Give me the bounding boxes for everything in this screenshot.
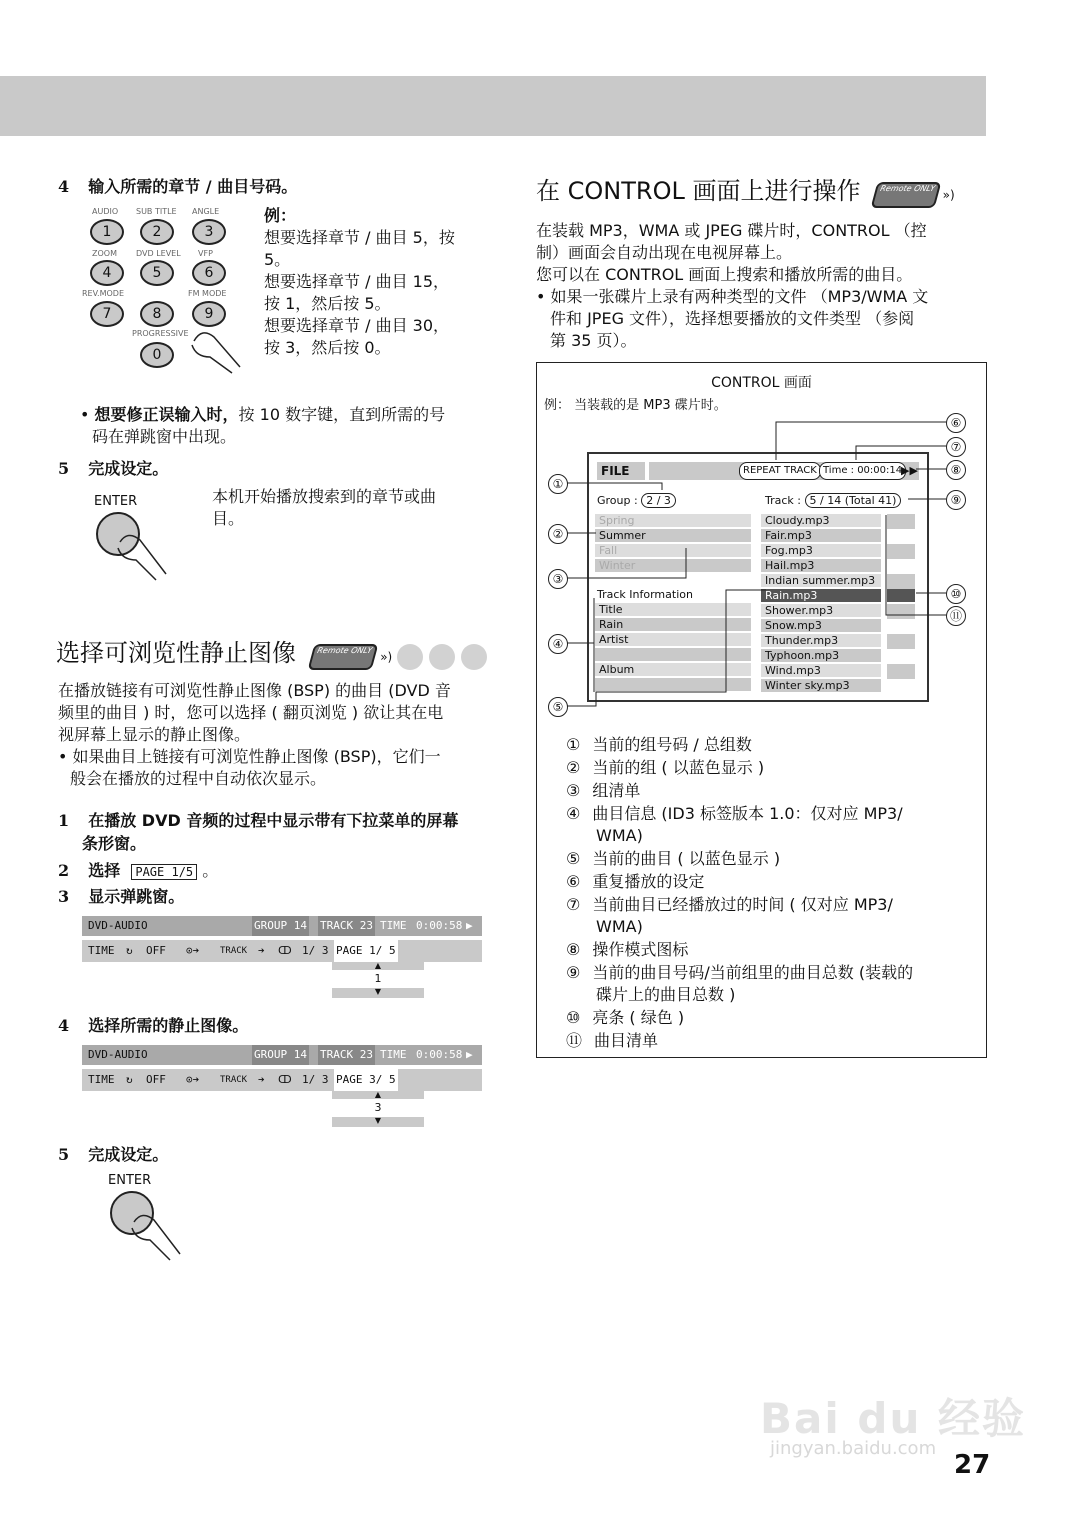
track-item[interactable]: Thunder.mp3	[761, 634, 881, 647]
legend-mark: ③	[566, 781, 581, 800]
callout-4: ④	[548, 634, 568, 654]
step-text: 完成设定。	[88, 1145, 169, 1164]
legend-mark: ⑩	[566, 1008, 581, 1027]
callout-5: ⑤	[548, 697, 568, 717]
group-item-current[interactable]: Summer	[595, 529, 751, 542]
key-3[interactable]: 3	[192, 219, 226, 245]
page-popup[interactable]	[332, 1091, 424, 1127]
track-item[interactable]: Shower.mp3	[761, 604, 881, 617]
legend-mark: ⑧	[566, 940, 581, 959]
track-item[interactable]: Fair.mp3	[761, 529, 881, 542]
step-number: 5	[58, 1145, 70, 1164]
desc-line: 本机开始播放搜索到的章节或曲	[212, 487, 437, 506]
signal-icon: »)	[942, 188, 955, 202]
step-number: 1	[58, 811, 70, 830]
file-label: FILE	[597, 462, 645, 480]
legend-mark: ②	[566, 758, 581, 777]
bsp-section-header	[56, 638, 506, 670]
legend-mark: ①	[566, 735, 581, 754]
legend-text: WMA)	[596, 917, 643, 936]
callout-7: ⑦	[946, 437, 966, 457]
osd-bar-2	[82, 1045, 482, 1129]
number-keypad	[80, 205, 250, 375]
figure-example: 例： 当装载的是 MP3 碟片时。	[544, 398, 727, 413]
figure-title: CONTROL 画面	[711, 375, 812, 391]
clock-arrow-icon: ⊙➔	[186, 944, 200, 957]
popup-value: 3	[332, 1099, 424, 1117]
step-text: 显示弹跳窗。	[88, 887, 185, 906]
bullet-line: 第 35 页）。	[550, 331, 637, 350]
legend-mark: ⑦	[566, 895, 581, 914]
arrow-right-icon: ➔	[258, 944, 265, 957]
bullet-line: 如果一张碟片上录有两种类型的文件 （MP3/WMA 文	[550, 287, 929, 306]
down-arrow-icon[interactable]: ▼	[374, 987, 382, 996]
repeat-icon: ↻	[126, 944, 133, 957]
legend-text: 亮条 ( 绿色 )	[592, 1008, 685, 1027]
info-field: Rain	[595, 618, 751, 631]
step-5-heading	[58, 456, 168, 479]
legend-mark: ⑤	[566, 849, 581, 868]
bsp-step-1	[58, 808, 508, 854]
osd-time-button[interactable]: TIME	[88, 1073, 115, 1086]
track-item[interactable]: Winter sky.mp3	[761, 679, 881, 692]
repeat-track-indicator: REPEAT TRACK	[739, 462, 821, 480]
osd-track: TRACK 23	[318, 916, 375, 936]
bullet-line: 般会在播放的过程中自动依次显示。	[70, 769, 327, 788]
osd-time-button[interactable]: TIME	[88, 944, 115, 957]
control-section-header	[536, 176, 986, 208]
remote-only-icon: Remote ONLY	[870, 182, 941, 208]
osd-track-search[interactable]: TRACK	[220, 1075, 248, 1085]
repeat-icon: ↻	[126, 1073, 133, 1086]
bsp-step-4	[58, 1013, 248, 1036]
track-item[interactable]: Indian summer.mp3	[761, 574, 881, 587]
track-item[interactable]: Hail.mp3	[761, 559, 881, 572]
legend-text: 曲目清单	[594, 1031, 659, 1050]
track-item[interactable]: Fog.mp3	[761, 544, 881, 557]
disc-icon: ↀ	[278, 1073, 292, 1086]
group-label: Group :	[597, 494, 638, 507]
callout-2: ②	[548, 524, 568, 544]
osd-count: 1/ 3	[302, 944, 329, 957]
key-7[interactable]: 7	[90, 301, 124, 327]
osd-source: DVD-AUDIO	[88, 919, 148, 932]
bullet-line: 如果曲目上链接有可浏览性静止图像 (BSP)，它们一	[72, 747, 441, 766]
key-2[interactable]: 2	[140, 219, 174, 245]
bullet-line: 件和 JPEG 文件），选择想要播放的文件类型 （参阅	[550, 309, 915, 328]
up-arrow-icon[interactable]: ▲	[374, 1090, 382, 1099]
disc-icon: ↀ	[278, 944, 292, 957]
callout-3: ③	[548, 569, 568, 589]
key-label: ZOOM	[92, 249, 117, 258]
track-item[interactable]: Typhoon.mp3	[761, 649, 881, 662]
osd-repeat-value[interactable]: OFF	[146, 1073, 166, 1086]
popup-value: 1	[332, 970, 424, 988]
osd-track-search[interactable]: TRACK	[220, 946, 248, 956]
callout-6: ⑥	[946, 413, 966, 433]
key-label: VFP	[198, 249, 213, 258]
section-title: 在 CONTROL 画面上进行操作	[536, 177, 861, 205]
track-value: 5 / 14 (Total 41)	[805, 493, 902, 508]
page-popup[interactable]	[332, 962, 424, 998]
example-block	[264, 205, 504, 359]
finger-press-icon	[130, 1210, 186, 1262]
callout-8: ⑧	[946, 460, 966, 480]
key-1[interactable]: 1	[90, 219, 124, 245]
finger-press-icon	[188, 327, 248, 375]
arrow-right-icon: ➔	[258, 1073, 265, 1086]
legend-text: 当前的组 ( 以蓝色显示 )	[592, 758, 765, 777]
key-5[interactable]: 5	[140, 260, 174, 286]
info-field: Artist	[595, 633, 751, 646]
legend-text: 组清单	[592, 781, 641, 800]
callout-1: ①	[548, 474, 568, 494]
group-item[interactable]: Fall	[595, 544, 751, 557]
callout-10: ⑩	[946, 584, 966, 604]
enter-label: ENTER	[94, 494, 138, 509]
step-text: 输入所需的章节 / 曲目号码。	[88, 177, 298, 196]
desc-line: 目。	[212, 509, 245, 528]
signal-icon: »)	[380, 650, 393, 664]
key-6[interactable]: 6	[192, 260, 226, 286]
callout-leader-lines	[536, 362, 987, 742]
baidu-watermark: Bai du 经验	[760, 1394, 1026, 1443]
watermark-url: jingyan.baidu.com	[770, 1438, 937, 1459]
remote-only-icon: Remote ONLY	[308, 644, 379, 670]
osd-time: 0:00:58	[416, 919, 463, 932]
osd-group: GROUP 14	[252, 916, 309, 936]
decor-dots	[397, 646, 493, 665]
track-label: Track :	[765, 494, 801, 507]
step-text: 选择所需的静止图像。	[88, 1016, 249, 1035]
group-value: 2 / 3	[641, 493, 676, 508]
intro-line: 制）画面会自动出现在电视屏幕上。	[536, 243, 793, 262]
down-arrow-icon[interactable]: ▼	[374, 1116, 382, 1125]
osd-track: TRACK 23	[318, 1045, 375, 1065]
example-line: 按 3，然后按 0。	[264, 338, 391, 357]
control-intro: 在装载 MP3，WMA 或 JPEG 碟片时，CONTROL （控 制）画面会自动出现在电视屏幕上。 您可以在 CONTROL 画面上搜索和播放所需的曲目。 • 如果一张碟片上录有两种类型的文件 （MP3/WMA 文 件和 JPEG 文件），选择想要播放的文件类型 （参阅 第 35 页）。	[536, 220, 986, 352]
track-item[interactable]: Cloudy.mp3	[761, 514, 881, 527]
legend-mark: ⑥	[566, 872, 581, 891]
osd-bar-1	[82, 916, 482, 1000]
osd-repeat-value[interactable]: OFF	[146, 944, 166, 957]
legend-mark: ⑨	[566, 963, 581, 982]
osd-group: GROUP 14	[252, 1045, 309, 1065]
example-line: 5。	[264, 250, 291, 269]
legend-text: 操作模式图标	[592, 940, 689, 959]
legend-text: 重复播放的设定	[592, 872, 705, 891]
step-text: 条形窗。	[82, 834, 147, 853]
track-item[interactable]: Snow.mp3	[761, 619, 881, 632]
step-number: 4	[58, 1016, 70, 1035]
bsp-step-2	[58, 858, 218, 881]
track-item-highlighted[interactable]: Rain.mp3	[761, 589, 881, 602]
finger-press-icon	[116, 530, 172, 582]
intro-line: 您可以在 CONTROL 画面上搜索和播放所需的曲目。	[536, 265, 913, 284]
section-title: 选择可浏览性静止图像	[56, 639, 296, 667]
step-text: 在播放 DVD 音频的过程中显示带有下拉菜单的屏幕	[88, 811, 459, 830]
key-label: SUB TITLE	[136, 207, 177, 216]
example-line: 按 1，然后按 5。	[264, 294, 391, 313]
key-label: AUDIO	[92, 207, 119, 216]
play-icon: ▶	[466, 919, 473, 932]
step-text: 选择	[88, 861, 121, 880]
legend-text: 曲目信息 (ID3 标签版本 1.0：仅对应 MP3/	[592, 804, 903, 823]
note-text: 按 10 数字键，直到所需的号	[238, 405, 446, 424]
info-field: Album	[595, 663, 751, 676]
example-line: 想要选择章节 / 曲目 15，	[264, 272, 450, 291]
key-9[interactable]: 9	[192, 301, 226, 327]
legend-text: 当前的曲目 ( 以蓝色显示 )	[592, 849, 781, 868]
step-number: 5	[58, 459, 70, 478]
play-mode-icon: ▶▶	[901, 464, 918, 477]
legend-mark: ④	[566, 804, 581, 823]
key-4[interactable]: 4	[90, 260, 124, 286]
osd-time-label: TIME	[380, 1048, 407, 1061]
group-item[interactable]: Spring	[595, 514, 751, 527]
bsp-step-5	[58, 1142, 168, 1165]
step-text: 。	[202, 861, 219, 880]
key-label: PROGRESSIVE	[132, 329, 189, 338]
note-text: 码在弹跳窗中出现。	[92, 427, 237, 446]
enter-description	[212, 486, 502, 530]
key-label: ANGLE	[192, 207, 220, 216]
info-field: Title	[595, 603, 751, 616]
note-bold: 想要修正误输入时，	[94, 405, 239, 424]
intro-line: 在装载 MP3，WMA 或 JPEG 碟片时，CONTROL （控	[536, 221, 927, 240]
legend-text: 当前的曲目号码/当前组里的曲目总数 (装载的	[592, 963, 914, 982]
legend-text: WMA)	[596, 826, 643, 845]
bsp-intro: 在播放链接有可浏览性静止图像 (BSP) 的曲目 (DVD 音 频里的曲目 ) 时，您可以选择 ( 翻页浏览 ) 欲让其在电 视屏幕上显示的静止图像。 • 如果曲目上链接有可浏览性静止图像 (BSP)，它们一 般会在播放的过程中自动依次显示。	[58, 680, 508, 790]
intro-line: 频里的曲目 ) 时，您可以选择 ( 翻页浏览 ) 欲让其在电	[58, 703, 444, 722]
intro-line: 在播放链接有可浏览性静止图像 (BSP) 的曲目 (DVD 音	[58, 681, 451, 700]
group-item[interactable]: Winter	[595, 559, 751, 572]
legend-text: 当前曲目已经播放过的时间 ( 仅对应 MP3/	[592, 895, 893, 914]
osd-count: 1/ 3	[302, 1073, 329, 1086]
example-line: 想要选择章节 / 曲目 5，按	[264, 228, 455, 247]
osd-page[interactable]: PAGE 1/ 5	[334, 940, 398, 962]
osd-time: 0:00:58	[416, 1048, 463, 1061]
page-number: 27	[954, 1450, 991, 1480]
osd-time-label: TIME	[380, 919, 407, 932]
example-line: 想要选择章节 / 曲目 30，	[264, 316, 450, 335]
legend-text: 碟片上的曲目总数 )	[596, 985, 736, 1004]
step-number: 4	[58, 177, 70, 196]
intro-line: 视屏幕上显示的静止图像。	[58, 725, 251, 744]
step-number: 3	[58, 887, 70, 906]
key-8[interactable]: 8	[140, 301, 174, 327]
up-arrow-icon[interactable]: ▲	[374, 961, 382, 970]
key-label: FM MODE	[188, 289, 227, 298]
osd-page[interactable]: PAGE 3/ 5	[334, 1069, 398, 1091]
key-0[interactable]: 0	[140, 342, 174, 368]
track-info-label: Track Information	[597, 588, 693, 601]
step-4-heading	[58, 174, 297, 197]
key-label: DVD LEVEL	[136, 249, 181, 258]
callout-9: ⑨	[946, 490, 966, 510]
osd-source: DVD-AUDIO	[88, 1048, 148, 1061]
example-title: 例：	[264, 206, 297, 225]
key-label: REV.MODE	[82, 289, 125, 298]
page-indicator-box: PAGE 1/5	[131, 864, 197, 880]
correction-note: • 想要修正误输入时，按 10 数字键，直到所需的号 码在弹跳窗中出现。	[80, 404, 510, 448]
legend-mark: ⑪	[566, 1031, 583, 1050]
step-text: 完成设定。	[88, 459, 169, 478]
track-item[interactable]: Wind.mp3	[761, 664, 881, 677]
enter-label: ENTER	[108, 1173, 152, 1188]
time-indicator: Time : 00:00:14	[819, 462, 906, 480]
play-icon: ▶	[466, 1048, 473, 1061]
legend-text: 当前的组号码 / 总组数	[592, 735, 752, 754]
callout-11: ⑪	[946, 606, 966, 626]
header-band	[0, 76, 986, 136]
step-number: 2	[58, 861, 70, 880]
clock-arrow-icon: ⊙➔	[186, 1073, 200, 1086]
bsp-step-3	[58, 884, 184, 907]
